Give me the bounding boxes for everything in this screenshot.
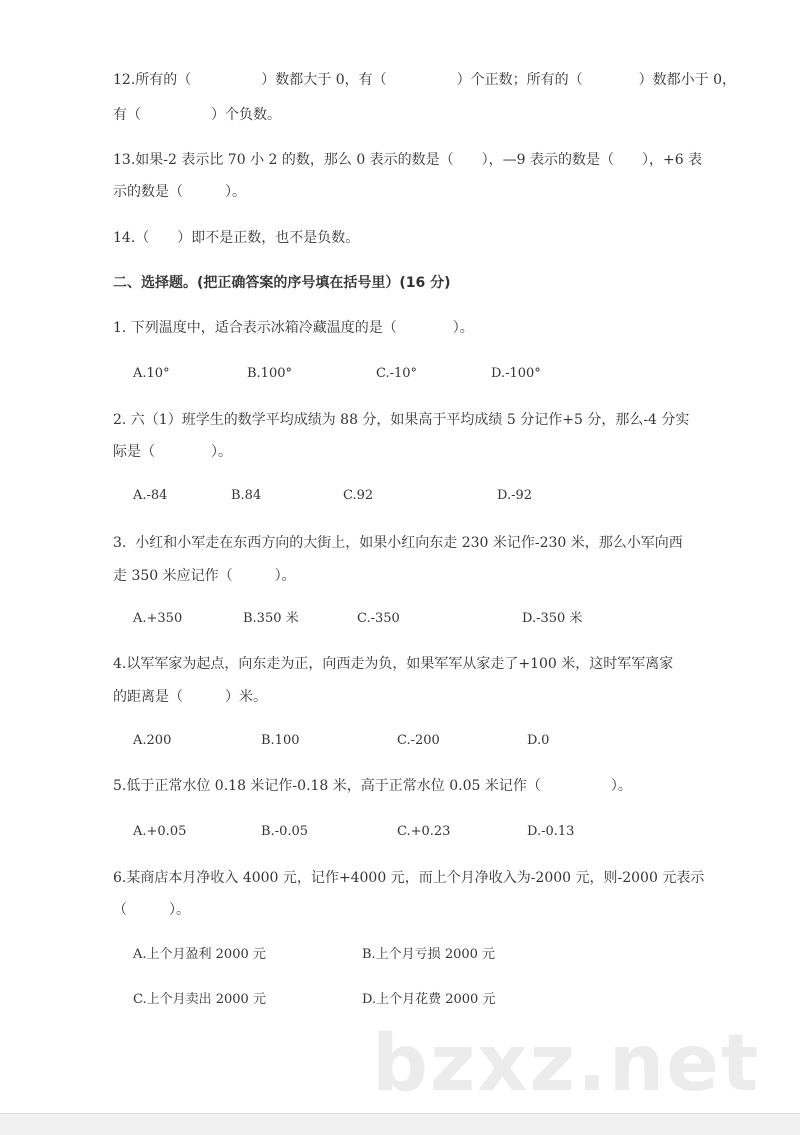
- choice-q6-line-2: （ ）。: [113, 902, 190, 918]
- choice-q6-option-c: C.上个月卖出 2000 元: [133, 992, 266, 1007]
- choice-q1-option-d: D.-100°: [491, 366, 541, 381]
- choice-q1-option-b: B.100°: [247, 366, 292, 381]
- choice-q6-option-d: D.上个月花费 2000 元: [362, 992, 496, 1007]
- choice-q2-line-1: 2. 六（1）班学生的数学平均成绩为 88 分，如果高于平均成绩 5 分记作+5 分，那么-4 分实: [113, 412, 690, 428]
- choice-q3-option-d: D.-350 米: [522, 611, 583, 626]
- choice-q6-option-b: B.上个月亏损 2000 元: [362, 947, 496, 962]
- choice-q4-option-b: B.100: [261, 733, 300, 748]
- question-12-line-2: 有（ ）个负数。: [113, 107, 281, 123]
- choice-q1-option-c: C.-10°: [376, 366, 418, 381]
- choice-q3-option-c: C.-350: [357, 611, 400, 626]
- choice-q1-line-1: 1. 下列温度中，适合表示冰箱冷藏温度的是（ ）。: [113, 320, 474, 336]
- choice-q4-line-1: 4.以军军家为起点，向东走为正，向西走为负，如果军军从家走了+100 米，这时军军离家: [113, 656, 674, 672]
- choice-q5-option-c: C.+0.23: [397, 824, 451, 839]
- question-12-line-1: 12.所有的（ ）数都大于 0，有（ ）个正数；所有的（ ）数都小于 0，: [113, 72, 736, 88]
- choice-q4-line-2: 的距离是（ ）米。: [113, 689, 267, 705]
- choice-q2-option-c: C.92: [343, 488, 374, 503]
- question-13-line-2: 示的数是（ ）。: [113, 184, 246, 200]
- choice-q2-option-b: B.84: [231, 488, 262, 503]
- choice-q5-option-b: B.-0.05: [261, 824, 309, 839]
- choice-q2-option-a: A.-84: [133, 488, 168, 503]
- section-header: 二、选择题。(把正确答案的序号填在括号里）(16 分): [113, 275, 451, 291]
- choice-q5-option-a: A.+0.05: [133, 824, 187, 839]
- choice-q5-option-d: D.-0.13: [527, 824, 575, 839]
- page-bottom-edge: [0, 1113, 800, 1135]
- choice-q5-line-1: 5.低于正常水位 0.18 米记作-0.18 米，高于正常水位 0.05 米记作（ ）。: [113, 778, 632, 794]
- choice-q6-option-a: A.上个月盈利 2000 元: [133, 947, 266, 962]
- question-13-line-1: 13.如果-2 表示比 70 小 2 的数，那么 0 表示的数是（ ），—9 表示的数是（ ），+6 表: [113, 152, 703, 168]
- choice-q4-option-d: D.0: [527, 733, 550, 748]
- choice-q2-option-d: D.-92: [497, 488, 533, 503]
- watermark: bzxz.net: [372, 1019, 761, 1109]
- choice-q1-option-a: A.10°: [133, 366, 170, 381]
- choice-q3-option-b: B.350 米: [243, 611, 299, 626]
- choice-q2-line-2: 际是（ ）。: [113, 444, 232, 460]
- choice-q3-line-1: 3. 小红和小军走在东西方向的大街上，如果小红向东走 230 米记作-230 米，那么小军向西: [113, 535, 683, 551]
- choice-q6-line-1: 6.某商店本月净收入 4000 元，记作+4000 元，而上个月净收入为-2000 元，则-2000 元表示: [113, 870, 705, 886]
- question-14-line-1: 14.（ ）即不是正数，也不是负数。: [113, 230, 360, 246]
- choice-q3-option-a: A.+350: [133, 611, 183, 626]
- choice-q3-line-2: 走 350 米应记作（ ）。: [113, 568, 296, 584]
- choice-q4-option-c: C.-200: [397, 733, 440, 748]
- choice-q4-option-a: A.200: [133, 733, 172, 748]
